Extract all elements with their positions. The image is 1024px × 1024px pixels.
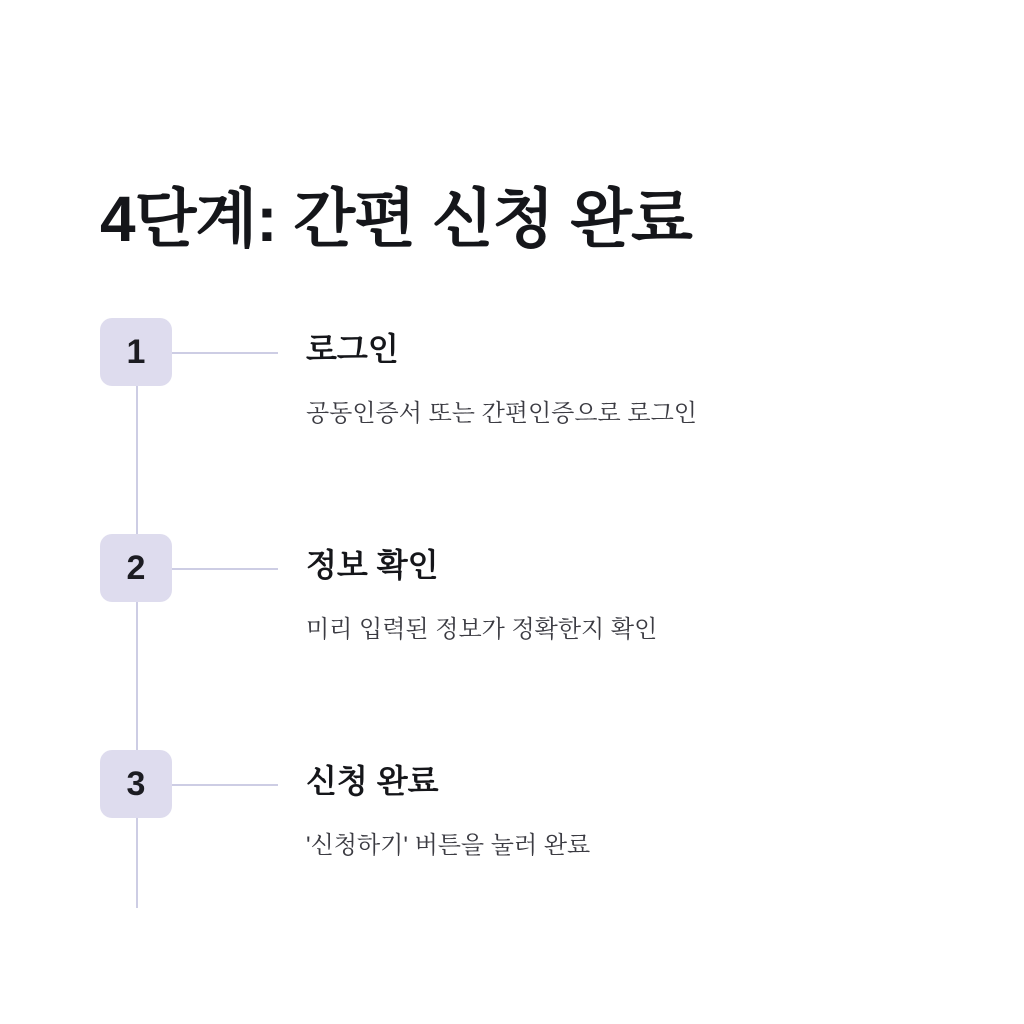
step-body (306, 534, 946, 648)
step-connector-line (172, 352, 278, 354)
step-body (306, 318, 946, 432)
step-title: 신청 완료 (306, 763, 439, 799)
step-connector-line (172, 784, 278, 786)
step-number-badge: 2 (100, 534, 172, 602)
step-number-badge: 1 (100, 318, 172, 386)
step-description: 미리 입력된 정보가 정확한지 확인 (306, 616, 658, 644)
step-item (100, 750, 950, 870)
step-description: '신청하기' 버튼을 눌러 완료 (306, 832, 591, 860)
steps-timeline (100, 318, 950, 870)
step-title: 로그인 (306, 331, 399, 367)
step-body (306, 750, 946, 864)
step-title: 정보 확인 (306, 547, 439, 583)
step-description: 공동인증서 또는 간편인증으로 로그인 (306, 400, 697, 428)
step-item (100, 534, 950, 654)
step-connector-line (172, 568, 278, 570)
step-item (100, 318, 950, 438)
step-number-badge: 3 (100, 750, 172, 818)
page-title: 4단계: 간편 신청 완료 (100, 182, 692, 255)
